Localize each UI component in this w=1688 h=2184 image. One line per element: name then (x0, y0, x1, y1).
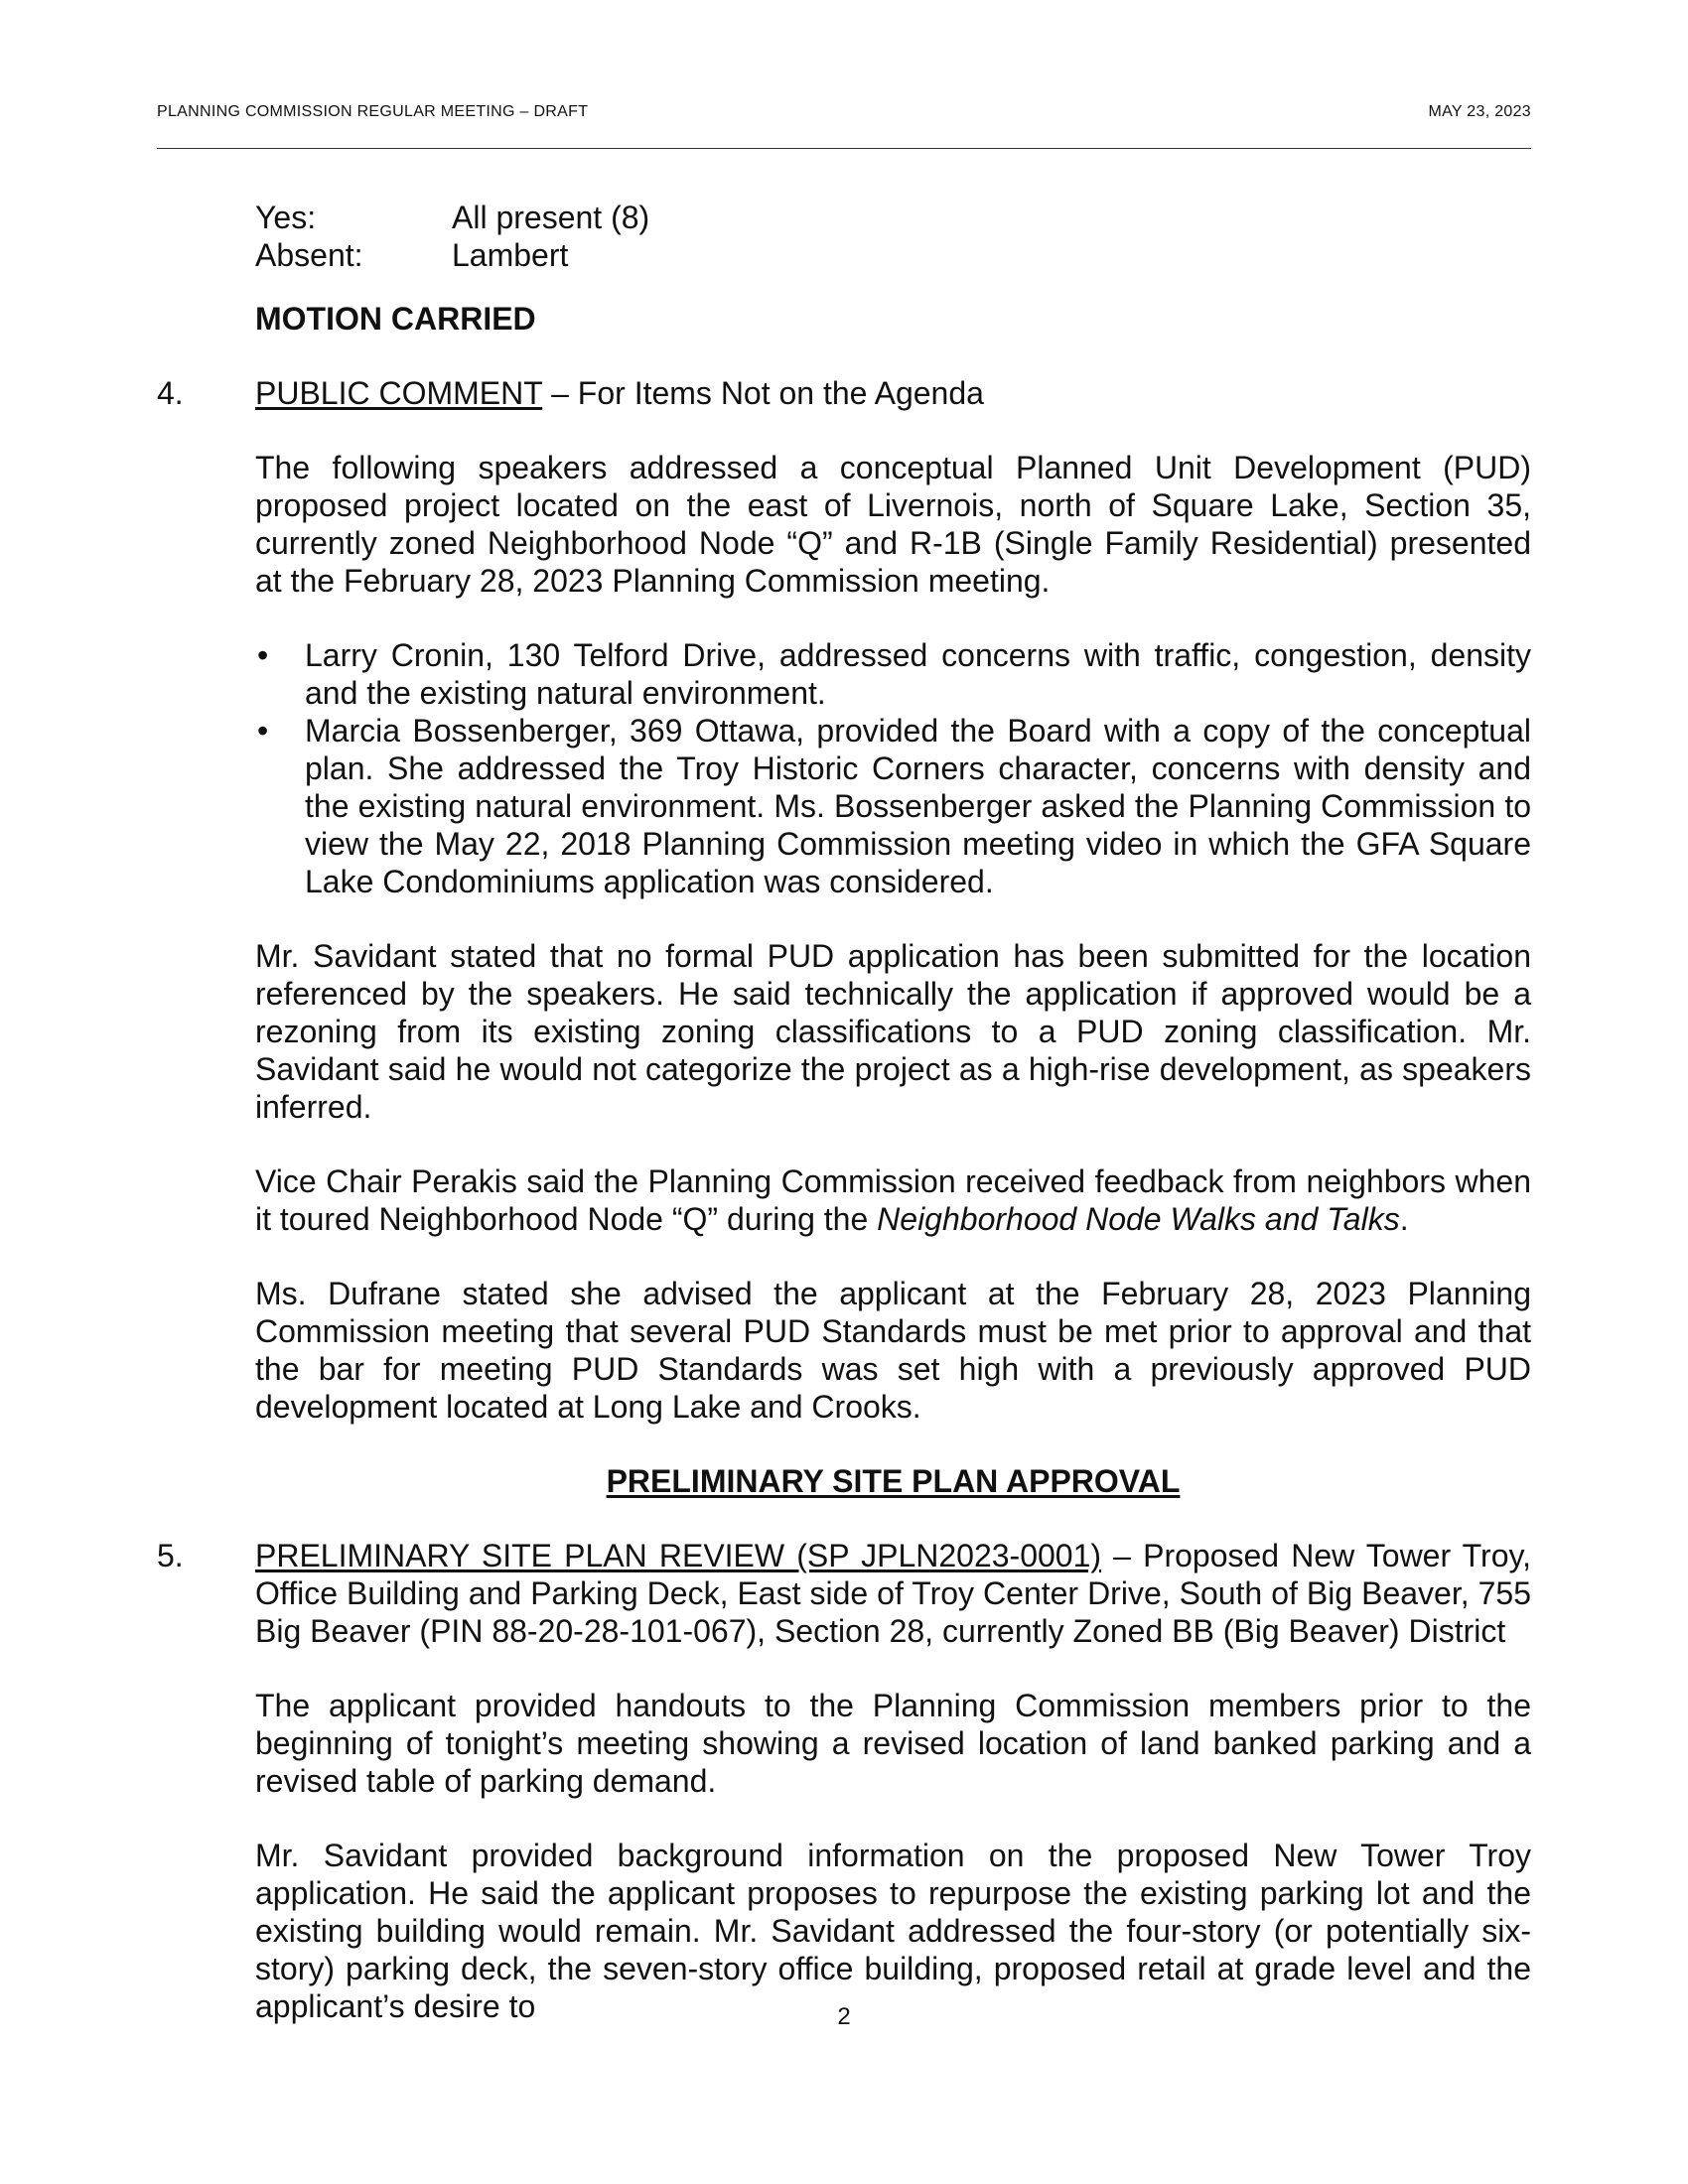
speaker-list-item: • Marcia Bossenberger, 369 Ottawa, provided the Board with a copy of the conceptual plan. She addressed the Troy Historic Corners character, concerns with density and the existing natural environment. Ms. Bossenberger asked the Planning Commission to view the May 22, 2018 Planning Commission meeting video in which the GFA Square Lake Condominiums application was considered. (255, 712, 1531, 900)
dufrane-paragraph: Ms. Dufrane stated she advised the applicant at the February 28, 2023 Planning Commission meeting that several PUD Standards must be met prior to approval and that the bar for meeting PUD Standards was set high with a previously approved PUD development located at Long Lake and Crooks. (255, 1276, 1531, 1425)
header-date: MAY 23, 2023 (1428, 103, 1531, 120)
item-5-number: 5. (157, 1538, 184, 1573)
speaker-list-item: • Larry Cronin, 130 Telford Drive, addressed concerns with traffic, congestion, density and the existing natural environment. (255, 636, 1531, 712)
speaker-list (255, 636, 1531, 900)
perakis-text: Vice Chair Perakis said the Planning Commission received feedback from neighbors when it toured Neighborhood Node “Q” during the (255, 1163, 1531, 1237)
item-4-title: PUBLIC COMMENT (255, 375, 543, 411)
perakis-italic-text: Neighborhood Node Walks and Talks (877, 1201, 1400, 1237)
item-4-title-suffix: – For Items Not on the Agenda (542, 375, 984, 411)
vote-absent-value: Lambert (452, 237, 569, 273)
header-divider (157, 148, 1531, 149)
item-5-title-suffix: – Proposed New Tower Troy, Office Building and Parking Deck, East side of Troy Center Drive, South of Big Beaver, 755 Big Beaver (PIN 88-20-28-101-067), Section 28, currently Zoned BB (Big Beaver) District (255, 1538, 1532, 1649)
item-5-heading (157, 1537, 1532, 1650)
vote-yes-value: All present (8) (452, 200, 650, 235)
section-heading (255, 1462, 1531, 1500)
vote-absent-label: Absent: (255, 237, 363, 273)
handouts-paragraph: The applicant provided handouts to the Planning Commission members prior to the beginning of tonight’s meeting showing a revised location of land banked parking and a revised table of parking demand. (255, 1688, 1531, 1799)
vote-absent-row (255, 236, 1531, 274)
vote-yes-row (255, 199, 1531, 236)
perakis-paragraph (255, 1162, 1531, 1238)
section-heading-text: PRELIMINARY SITE PLAN APPROVAL (606, 1463, 1181, 1499)
perakis-text-end: . (1399, 1201, 1409, 1237)
item-4-intro: The following speakers addressed a conceptual Planned Unit Development (PUD) proposed project located on the east of Livernois, north of Square Lake, Section 35, currently zoned Neighborhood Node “Q” and R-1B (Single Family Residential) presented at the February 28, 2023 Planning Commission meeting. (255, 450, 1531, 599)
savidant-paragraph: Mr. Savidant stated that no formal PUD application has been submitted for the location referenced by the speakers. He said technically the application if approved would be a rezoning from its existing zoning classifications to a PUD zoning classification. Mr. Savidant said he would not categorize the project as a high-rise development, as speakers inferred. (255, 938, 1531, 1125)
page-number: 2 (837, 2003, 851, 2030)
document-body (157, 199, 1532, 2025)
item-5-title: PRELIMINARY SITE PLAN REVIEW (SP JPLN2023-0001) (255, 1538, 1102, 1573)
item-4-number: 4. (157, 375, 184, 411)
background-paragraph: Mr. Savidant provided background information on the proposed New Tower Troy application. He said the applicant proposes to repurpose the existing parking lot and the existing building would remain. Mr. Savidant addressed the four-story (or potentially six-story) parking deck, the seven-story office building, proposed retail at grade level and the applicant’s desire to (255, 1838, 1531, 2024)
vote-yes-label: Yes: (255, 200, 317, 235)
header-title: PLANNING COMMISSION REGULAR MEETING – DRAFT (157, 103, 589, 120)
motion-result: MOTION CARRIED (255, 301, 536, 337)
item-4-heading (157, 374, 1531, 412)
